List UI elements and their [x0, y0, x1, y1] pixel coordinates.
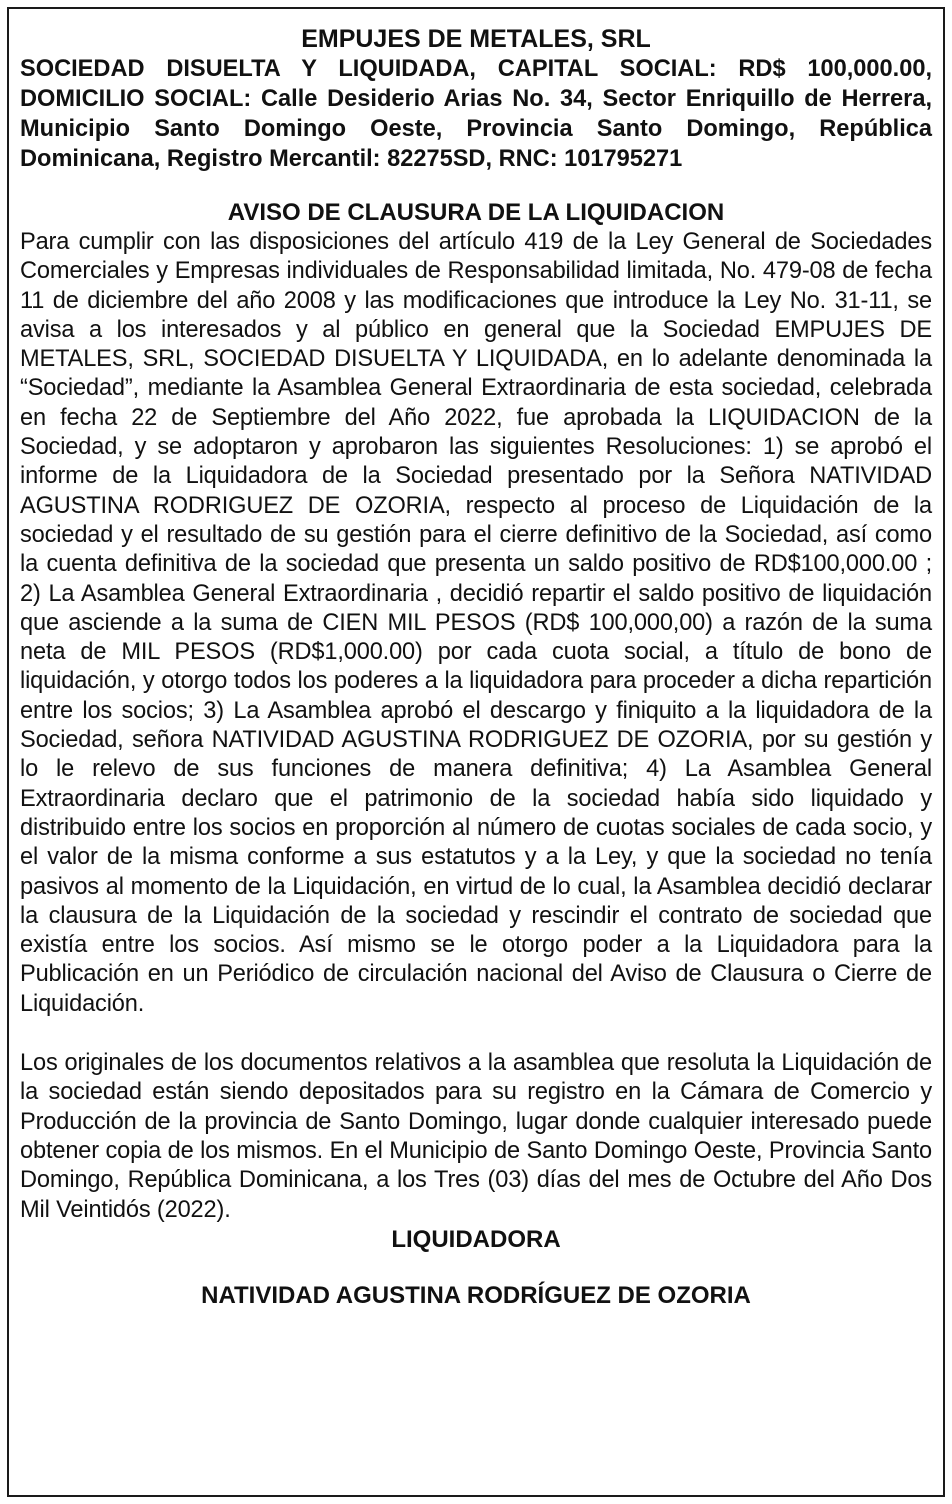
legal-notice	[20, 24, 932, 1311]
company-details: SOCIEDAD DISUELTA Y LIQUIDADA, CAPITAL SOCIAL: RD$ 100,000.00, DOMICILIO SOCIAL: Calle Desiderio Arias No. 34, Sector Enriquillo de Herrera, Municipio Santo Domingo Oeste, Provincia Santo Domingo, República Dominicana, Registro Mercantil: 82275SD, RNC: 101795271	[20, 56, 932, 172]
signer-role: LIQUIDADORA	[391, 1225, 561, 1253]
company-name: EMPUJES DE METALES, SRL	[301, 25, 651, 53]
signer-name: NATIVIDAD AGUSTINA RODRÍGUEZ DE OZORIA	[201, 1281, 751, 1309]
notice-paragraph-1: Para cumplir con las disposiciones del artículo 419 de la Ley General de Sociedades Comerciales y Empresas individuales de Responsabilidad limitada, No. 479-08 de fecha 11 de diciembre del año 2008 y las modificaciones que introduce la Ley No. 31-11, se avisa a los interesados y al público en general que la Sociedad EMPUJES DE METALES, SRL, SOCIEDAD DISUELTA Y LIQUIDADA, en lo adelante denominada la “Sociedad”, mediante la Asamblea General Extraordinaria de esta sociedad, celebrada en fecha 22 de Septiembre del Año 2022, fue aprobada la LIQUIDACION de la Sociedad, y se adoptaron y aprobaron las siguientes Resoluciones: 1) se aprobó el informe de la Liquidadora de la Sociedad presentado por la Señora NATIVIDAD AGUSTINA RODRIGUEZ DE OZORIA, respecto al proceso de Liquidación de la sociedad y el resultado de su gestión para el cierre definitivo de la Sociedad, así como la cuenta definitiva de la sociedad que presenta un saldo positivo de RD$100,000.00 ; 2) La Asamblea General Extraordinaria , decidió repartir el saldo positivo de liquidación que asciende a la suma de CIEN MIL PESOS (RD$ 100,000,00) a razón de la suma neta de MIL PESOS (RD$1,000.00) por cada cuota social, a título de bono de liquidación, y otorgo todos los poderes a la liquidadora para proceder a dicha repartición entre los socios; 3) La Asamblea aprobó el descargo y finiquito a la liquidadora de la Sociedad, señora NATIVIDAD AGUSTINA RODRIGUEZ DE OZORIA, por su gestión y lo le relevo de sus funciones de manera definitiva; 4) La Asamblea General Extraordinaria declaro que el patrimonio de la sociedad había sido liquidado y distribuido entre los socios en proporción al número de cuotas sociales de cada socio, y el valor de la misma conforme a sus estatutos y a la Ley, y que la sociedad no tenía pasivos al momento de la Liquidación, en virtud de lo cual, la Asamblea decidió declarar la clausura de la Liquidación de la sociedad y rescindir el contrato de sociedad que existía entre los socios. Así mismo se le otorgo poder a la Liquidadora para la Publicación en un Periódico de circulación nacional del Aviso de Clausura o Cierre de Liquidación.	[20, 229, 932, 1017]
notice-paragraph-2: Los originales de los documentos relativos a la asamblea que resoluta la Liquidación de la sociedad están siendo depositados para su registro en la Cámara de Comercio y Producción de la provincia de Santo Domingo, lugar donde cualquier interesado puede obtener copia de los mismos. En el Municipio de Santo Domingo Oeste, Provincia Santo Domingo, República Dominicana, a los Tres (03) días del mes de Octubre del Año Dos Mil Veintidós (2022).	[20, 1050, 932, 1223]
notice-title: AVISO DE CLAUSURA DE LA LIQUIDACION	[227, 199, 725, 226]
